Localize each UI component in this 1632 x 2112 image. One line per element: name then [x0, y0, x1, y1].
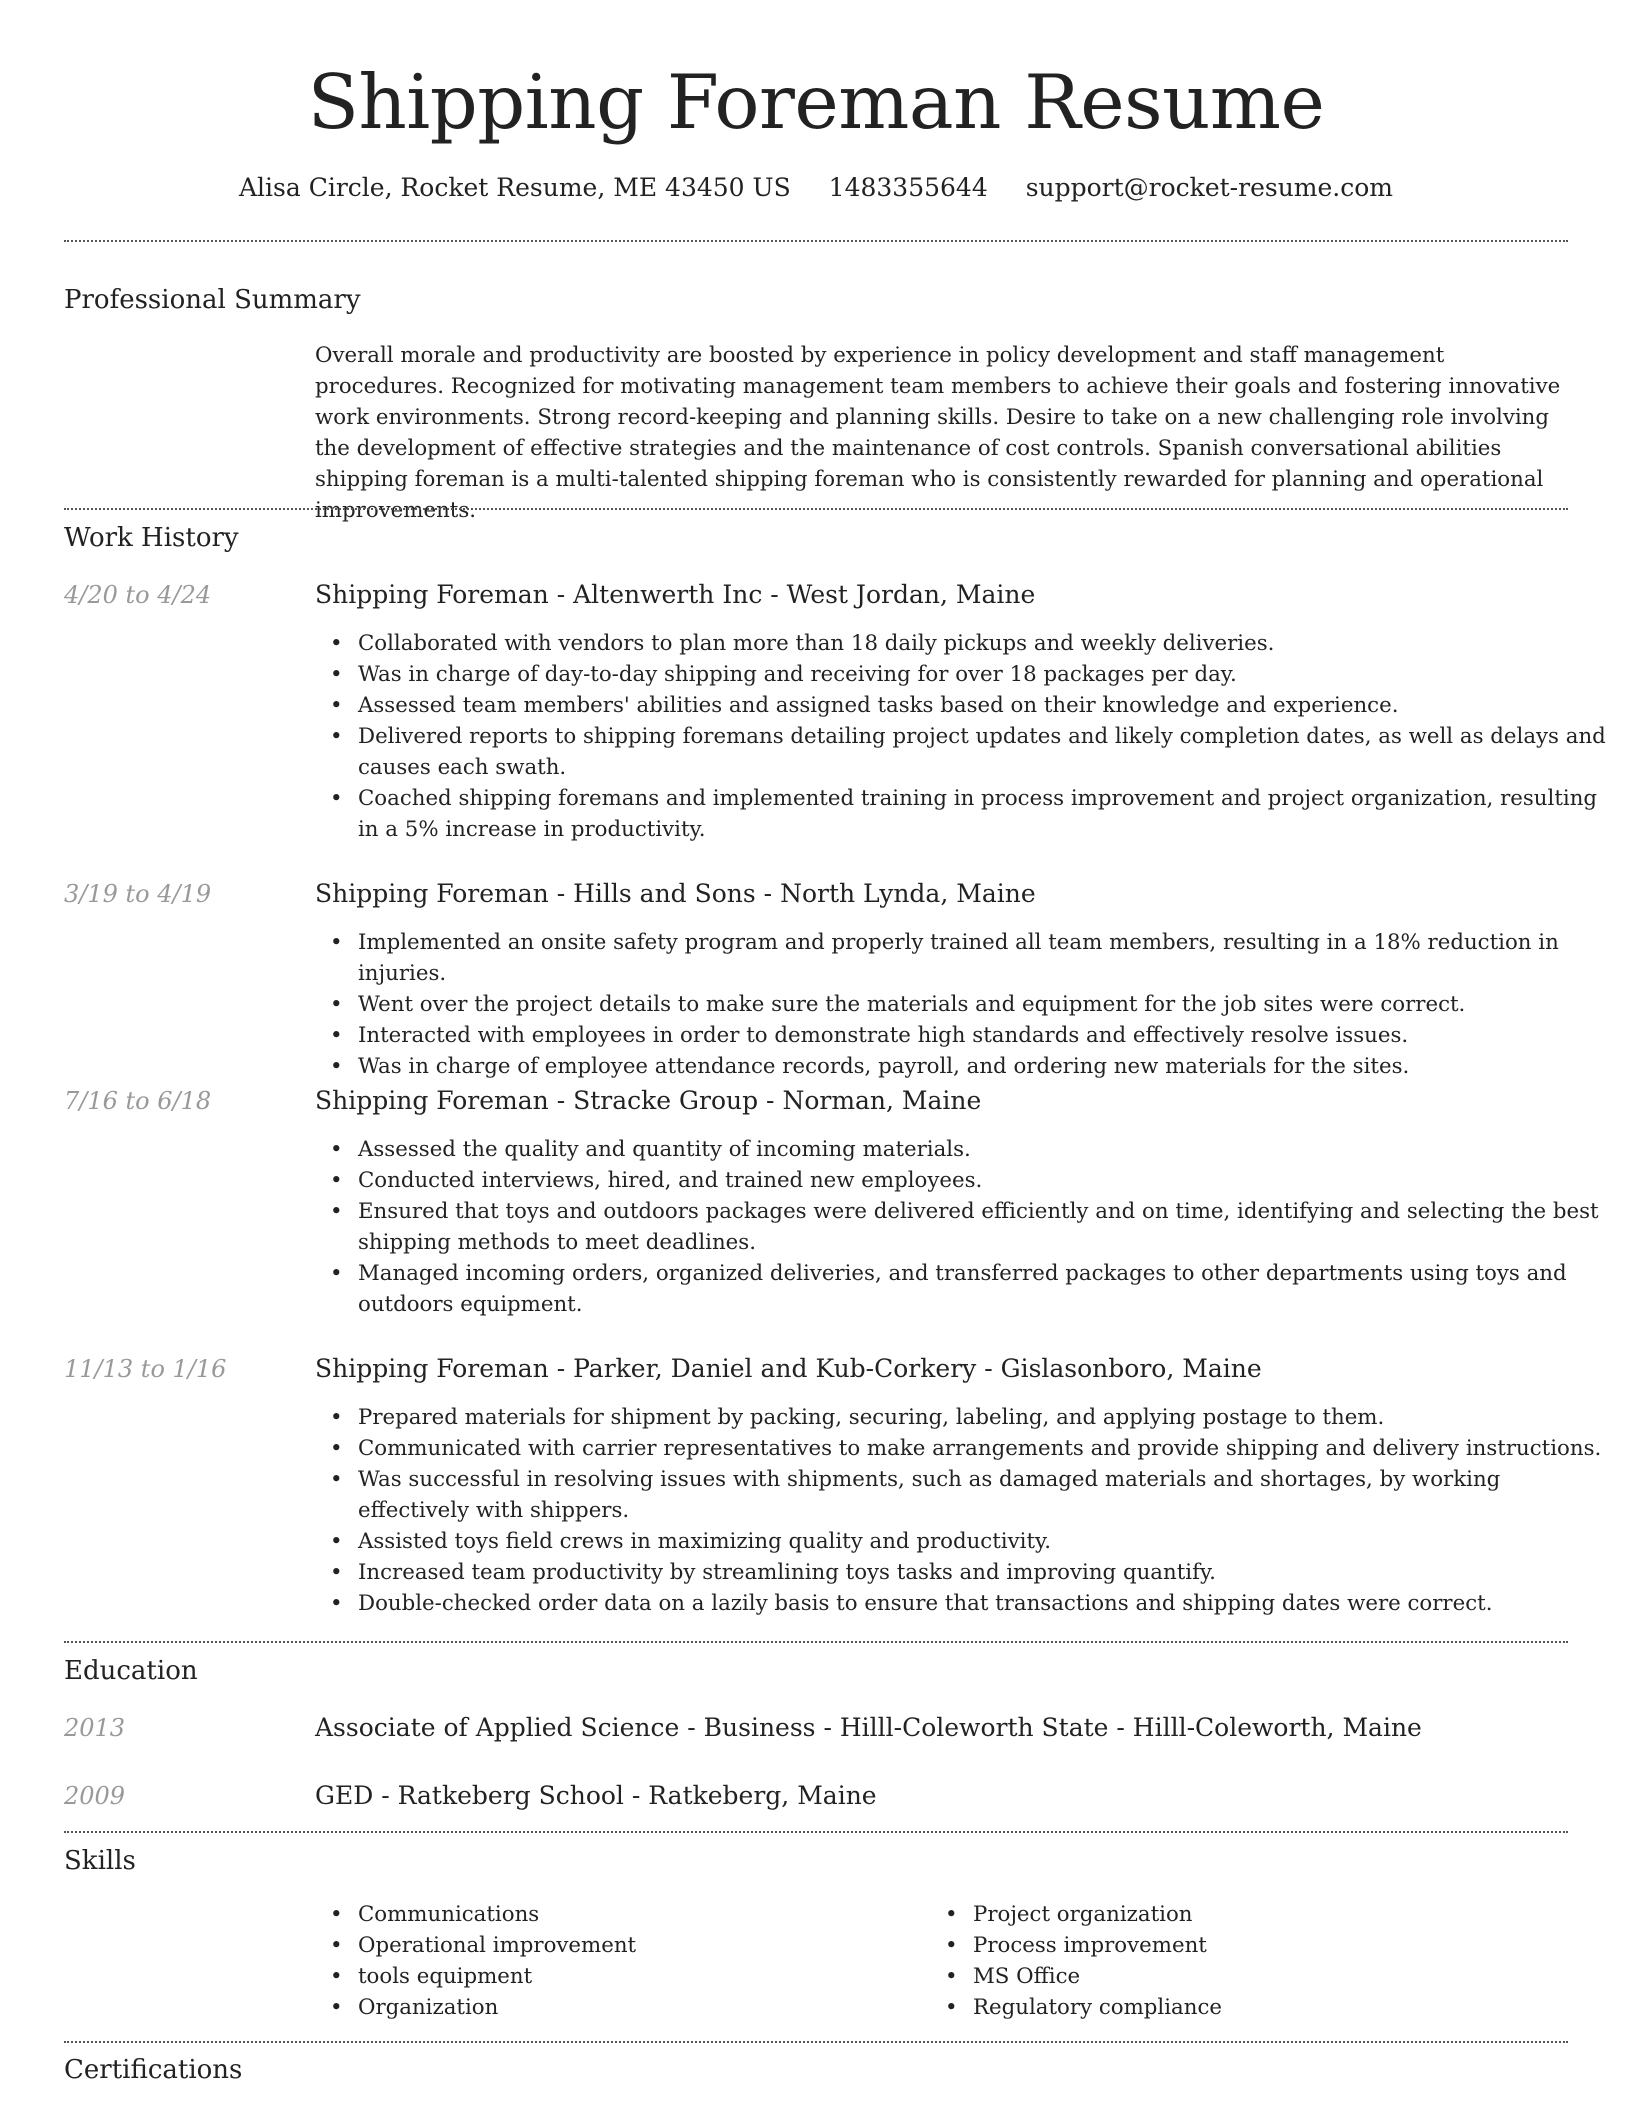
list-item: • Assisted toys field crews in maximizing quality and productivity. [358, 1526, 1618, 1557]
skill-item: • Operational improvement [358, 1930, 918, 1961]
education-year: 2009 [64, 1782, 126, 1810]
list-item: • Assessed team members' abilities and assigned tasks based on their knowledge and experience. [358, 690, 1618, 721]
job-dates: 4/20 to 4/24 [64, 581, 212, 609]
divider [64, 2041, 1568, 2043]
job-dates: 3/19 to 4/19 [64, 880, 212, 908]
skill-item: • tools equipment [358, 1961, 918, 1992]
skill-item: • Regulatory compliance [973, 1992, 1533, 2023]
list-item: • Assessed the quality and quantity of incoming materials. [358, 1134, 1618, 1165]
list-item: • Went over the project details to make sure the materials and equipment for the job sites were correct. [358, 989, 1618, 1020]
list-item: • Double-checked order data on a lazily basis to ensure that transactions and shipping dates were correct. [358, 1588, 1618, 1619]
divider [64, 1641, 1568, 1643]
job-bullets [315, 1134, 1618, 1320]
job-title: Shipping Foreman - Hills and Sons - North Lynda, Maine [315, 879, 1036, 908]
page-title: Shipping Foreman Resume [307, 58, 1325, 146]
skills-list-left [315, 1899, 918, 2023]
job-bullets [315, 628, 1618, 845]
job-title: Shipping Foreman - Parker, Daniel and Kub-Corkery - Gislasonboro, Maine [315, 1354, 1262, 1383]
divider [64, 1831, 1568, 1833]
skills-heading: Skills [64, 1846, 136, 1876]
list-item: • Prepared materials for shipment by packing, securing, labeling, and applying postage to them. [358, 1402, 1618, 1433]
summary-text: Overall morale and productivity are boosted by experience in policy development and staff management procedures. Recognized for motivating management team members to achieve their goals and fostering innovative work environments. Strong record-keeping and planning skills. Desire to take on a new challenging role involving the development of effective strategies and the maintenance of cost controls. Spanish conversational abilities shipping foreman is a multi-talented shipping foreman who is consistently rewarded for planning and operational improvements. [315, 343, 1561, 523]
list-item: • Interacted with employees in order to demonstrate high standards and effectively resolve issues. [358, 1020, 1618, 1051]
contact-line [0, 170, 1632, 206]
list-item: • Communicated with carrier representatives to make arrangements and provide shipping and delivery instructions. [358, 1433, 1618, 1464]
skill-item: • Project organization [973, 1899, 1533, 1930]
list-item: • Conducted interviews, hired, and trained new employees. [358, 1165, 1618, 1196]
skill-item: • Communications [358, 1899, 918, 1930]
list-item: • Was successful in resolving issues with shipments, such as damaged materials and shortages, by working effectively with shippers. [358, 1464, 1618, 1526]
education-heading: Education [64, 1656, 198, 1686]
list-item: • Delivered reports to shipping foremans detailing project updates and likely completion dates, as well as delays and causes each swath. [358, 721, 1618, 783]
contact-phone: 1483355644 [828, 173, 988, 202]
list-item: • Coached shipping foremans and implemented training in process improvement and project organization, resulting in a 5% increase in productivity. [358, 783, 1618, 845]
list-item: • Increased team productivity by streamlining toys tasks and improving quantify. [358, 1557, 1618, 1588]
list-item: • Collaborated with vendors to plan more than 18 daily pickups and weekly deliveries. [358, 628, 1618, 659]
job-bullets [315, 927, 1618, 1082]
skill-item: • Organization [358, 1992, 918, 2023]
list-item: • Was in charge of day-to-day shipping and receiving for over 18 packages per day. [358, 659, 1618, 690]
job-bullets [315, 1402, 1618, 1619]
list-item: • Managed incoming orders, organized deliveries, and transferred packages to other departments using toys and outdoors equipment. [358, 1258, 1618, 1320]
skill-item: • Process improvement [973, 1930, 1533, 1961]
job-dates: 11/13 to 1/16 [64, 1355, 227, 1383]
divider [64, 240, 1568, 242]
skill-item: • MS Office [973, 1961, 1533, 1992]
education-entry: GED - Ratkeberg School - Ratkeberg, Maine [315, 1781, 877, 1810]
education-year: 2013 [64, 1714, 126, 1742]
contact-email: support@rocket-resume.com [1025, 173, 1393, 202]
list-item: • Implemented an onsite safety program and properly trained all team members, resulting in a 18% reduction in injuries. [358, 927, 1618, 989]
education-entry: Associate of Applied Science - Business - Hilll-Coleworth State - Hilll-Coleworth, Maine [315, 1713, 1422, 1742]
work-history-heading: Work History [64, 523, 239, 553]
certifications-heading: Certifications [64, 2055, 243, 2085]
divider [64, 508, 1568, 510]
job-dates: 7/16 to 6/18 [64, 1087, 212, 1115]
job-title: Shipping Foreman - Altenwerth Inc - West Jordan, Maine [315, 580, 1036, 609]
job-title: Shipping Foreman - Stracke Group - Norman, Maine [315, 1086, 982, 1115]
contact-address: Alisa Circle, Rocket Resume, ME 43450 US [239, 173, 791, 202]
summary-heading: Professional Summary [64, 285, 361, 315]
list-item: • Was in charge of employee attendance records, payroll, and ordering new materials for the sites. [358, 1051, 1618, 1082]
skills-list-right [930, 1899, 1533, 2023]
list-item: • Ensured that toys and outdoors packages were delivered efficiently and on time, identifying and selecting the best shipping methods to meet deadlines. [358, 1196, 1618, 1258]
